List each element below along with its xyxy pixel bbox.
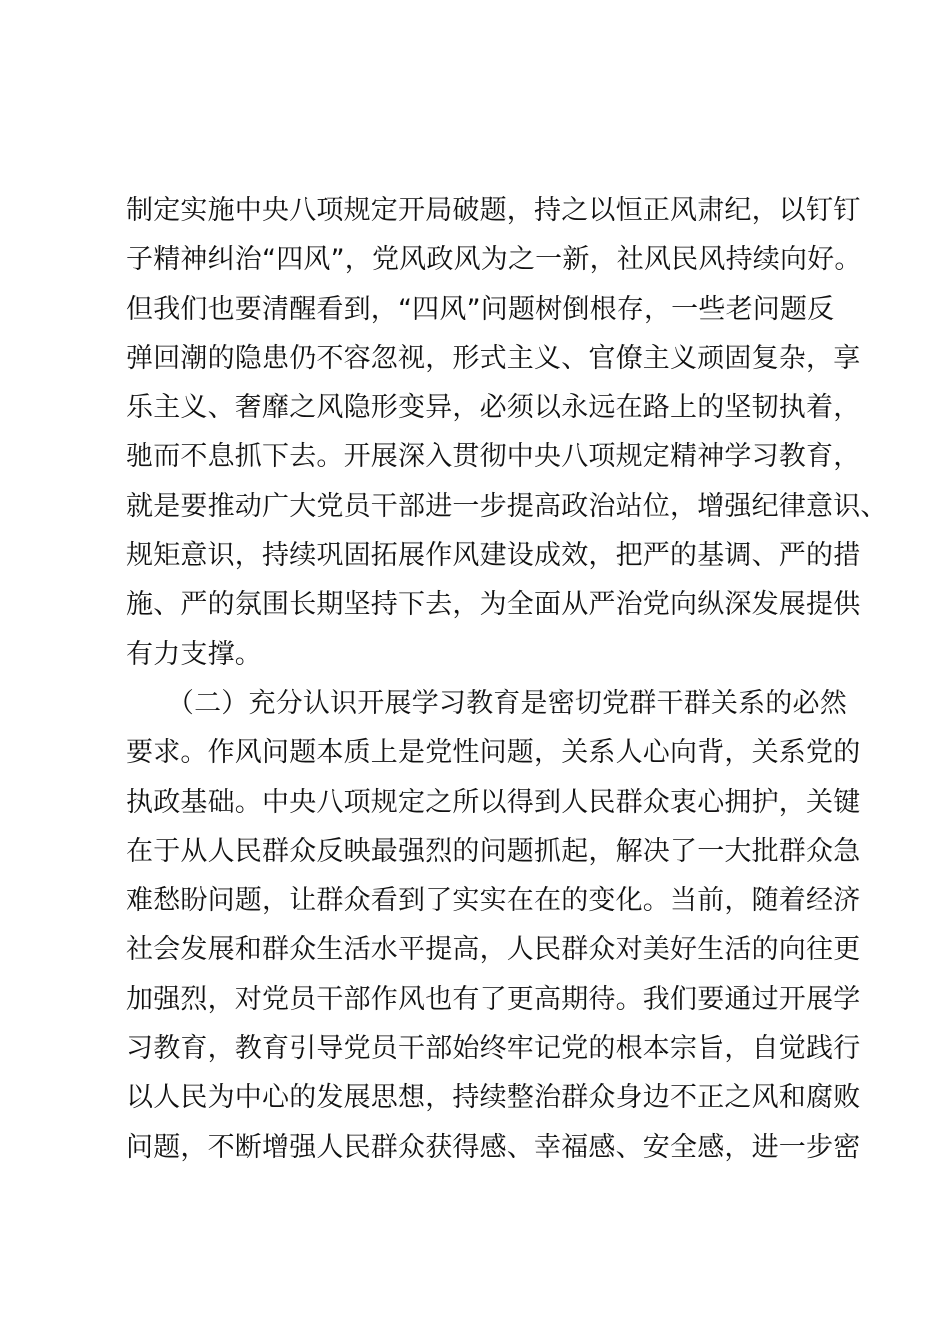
text-line: 执政基础。中央八项规定之所以得到人民群众衷心拥护，关键 <box>126 786 861 818</box>
text-line: 难愁盼问题，让群众看到了实实在在的变化。当前，随着经济 <box>126 885 861 917</box>
text-line: 以人民为中心的发展思想，持续整治群众身边不正之风和腐败 <box>126 1082 861 1114</box>
text-line: 习教育，教育引导党员干部始终牢记党的根本宗旨，自觉践行 <box>126 1033 861 1065</box>
text-line: 规矩意识，持续巩固拓展作风建设成效，把严的基调、严的措 <box>126 540 861 572</box>
text-line: 施、严的氛围长期坚持下去，为全面从严治党向纵深发展提供 <box>126 589 861 621</box>
text-line: 驰而不息抓下去。开展深入贯彻中央八项规定精神学习教育， <box>126 441 861 473</box>
text-line: 但我们也要清醒看到，“四风”问题树倒根存，一些老问题反 <box>126 293 835 325</box>
text-line: 弹回潮的隐患仍不容忽视，形式主义、官僚主义顽固复杂，享 <box>126 342 861 374</box>
text-line: 加强烈，对党员干部作风也有了更高期待。我们要通过开展学 <box>126 983 861 1015</box>
text-line: 社会发展和群众生活水平提高，人民群众对美好生活的向往更 <box>126 934 861 966</box>
section-heading-line: （二）充分认识开展学习教育是密切党群干群关系的必然 <box>126 687 847 719</box>
text-line: 就是要推动广大党员干部进一步提高政治站位，增强纪律意识、 <box>126 490 888 522</box>
text-line: 问题，不断增强人民群众获得感、幸福感、安全感，进一步密 <box>126 1131 861 1163</box>
body-text <box>126 186 888 1172</box>
text-line: 在于从人民群众反映最强烈的问题抓起，解决了一大批群众急 <box>126 835 861 867</box>
text-line: 有力支撑。 <box>126 638 262 670</box>
text-line: 要求。作风问题本质上是党性问题，关系人心向背，关系党的 <box>126 737 861 769</box>
text-line: 制定实施中央八项规定开局破题，持之以恒正风肃纪，以钉钉 <box>126 195 861 226</box>
text-line: 乐主义、奢靡之风隐形变异，必须以永远在路上的坚韧执着， <box>126 392 861 424</box>
text-line: 子精神纠治“四风”，党风政风为之一新，社风民风持续向好。 <box>126 244 862 276</box>
